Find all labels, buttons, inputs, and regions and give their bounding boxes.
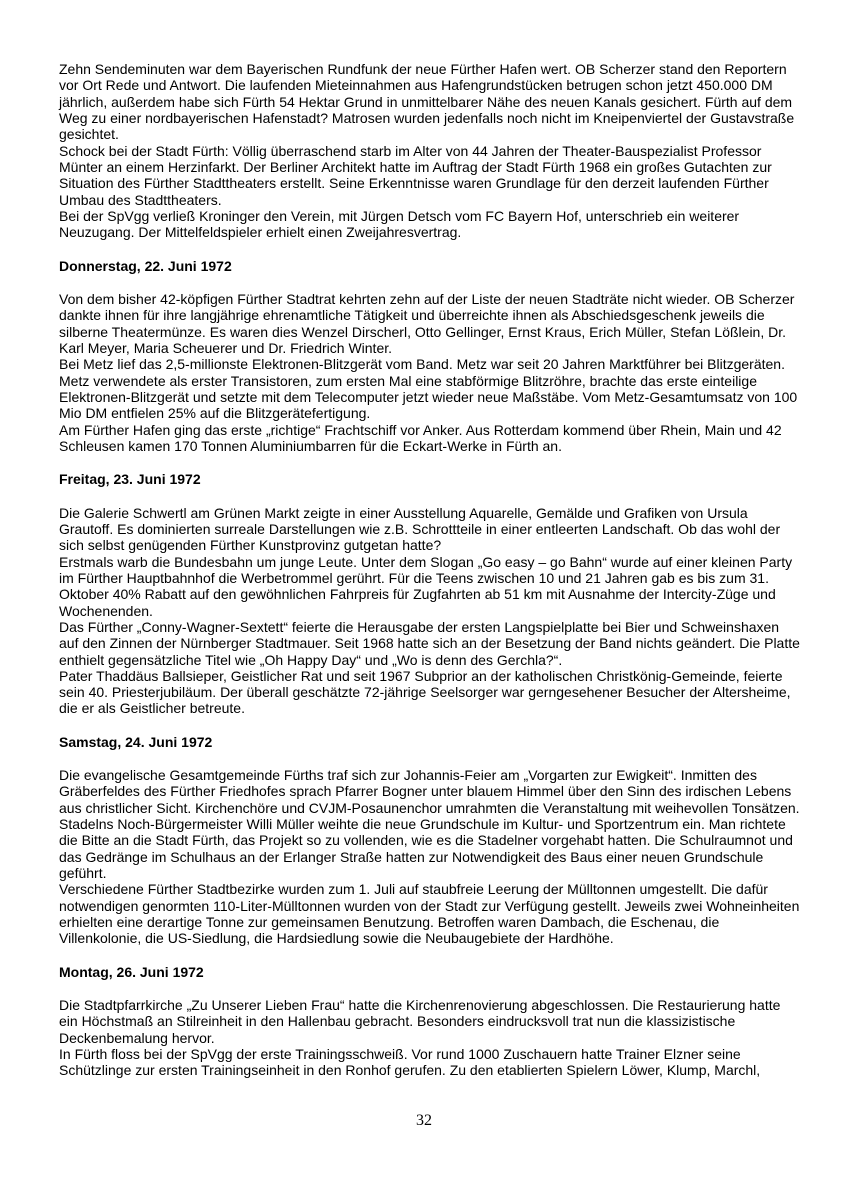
body-paragraph: Von dem bisher 42-köpfigen Fürther Stadtrat kehrten zehn auf der Liste der neuen Stadträte nicht wieder. OB Scherzer dankte ihnen für ihre langjährige ehrenamtliche Tätigkeit und überreichte ihnen als Abschiedsgeschenk jeweils die silberne Theatermünze. Es waren dies Wenzel Dirscherl, Otto Gellinger, Ernst Kraus, Erich Müller, Stefan Lößlein, Dr. Karl Meyer, Maria Scheuerer und Dr. Friedrich Winter. [59, 290, 795, 356]
body-paragraph: Die Galerie Schwertl am Grünen Markt zeigte in einer Ausstellung Aquarelle, Gemälde und Grafiken von Ursula Grautoff. Es dominierten surreale Darstellungen wie z.B. Schrottteile in einer entleerten Landschaft. Ob das wohl der sich selbst genügenden Fürther Kunstprovinz gutgetan hatte? [59, 504, 781, 554]
date-heading: Montag, 26. Juni 1972 [59, 963, 204, 980]
date-heading: Donnerstag, 22. Juni 1972 [59, 257, 232, 274]
body-paragraph: Am Fürther Hafen ging das erste „richtige“ Frachtschiff vor Anker. Aus Rotterdam kommend über Rhein, Main und 42 Schleusen kamen 170 Tonnen Aluminiumbarren für die Eckart-Werke in Fürth an. [59, 421, 782, 454]
date-heading: Freitag, 23. Juni 1972 [59, 471, 201, 488]
body-paragraph: Verschiedene Fürther Stadtbezirke wurden zum 1. Juli auf staubfreie Leerung der Mülltonnen umgestellt. Die dafür notwendigen genormten 110-Liter-Mülltonnen wurden von der Stadt zur Verfügung gestellt. Jeweils zwei Wohneinheiten erhielten eine derartige Tonne zur gemeinsamen Benutzung. Betroffen waren Dambach, die Eschenau, die Villenkolonie, die US-Siedlung, die Hardsiedlung sowie die Neubaugebiete der Hardhöhe. [59, 881, 800, 947]
body-paragraph: Erstmals warb die Bundesbahn um junge Leute. Unter dem Slogan „Go easy – go Bahn“ wurde auf einer kleinen Party im Fürther Hauptbahnhof die Werbetrommel gerührt. Für die Teens zwischen 10 und 21 Jahren gab es bis zum 31. Oktober 40% Rabatt auf den gewöhnlichen Fahrpreis für Zugfahrten ab 51 km mit Ausnahme der Intercity-Züge und Wochenenden. [59, 553, 793, 619]
body-paragraph: Bei Metz lief das 2,5-millionste Elektronen-Blitzgerät vom Band. Metz war seit 20 Jahren Marktführer bei Blitzgeräten. Metz verwendete als erster Transistoren, zum ersten Mal eine stabförmige Blitzröhre, brachte das erste einteilige Elektronen-Blitzgerät und setzte mit dem Telecomputer jetzt wieder neue Maßstäbe. Vom Metz-Gesamtumsatz von 100 Mio DM entfielen 25% auf die Blitzgerätefertigung. [59, 356, 798, 422]
date-heading: Samstag, 24. Juni 1972 [59, 733, 213, 750]
page-number: 32 [416, 1112, 432, 1129]
body-paragraph: Stadelns Noch-Bürgermeister Willi Müller weihte die neue Grundschule im Kultur- und Sportzentrum ein. Man richtete die Bitte an die Stadt Fürth, das Projekt so zu vollenden, wie es die Stadelner vorgehabt hatten. Die Schulraumnot und das Gedränge im Schulhaus an der Erlanger Straße hatten zur Notwendigkeit des Baus einer neuen Grundschule geführt. [59, 816, 793, 882]
body-paragraph: Schock bei der Stadt Fürth: Völlig überraschend starb im Alter von 44 Jahren der Theater-Bauspezialist Professor Münter an einem Herzinfarkt. Der Berliner Architekt hatte im Auftrag der Stadt Fürth 1968 ein großes Gutachten zur Situation des Fürther Stadttheaters erstellt. Seine Erkenntnisse waren Grundlage für den derzeit laufenden Fürther Umbau des Stadttheaters. [59, 142, 772, 208]
body-paragraph: Bei der SpVgg verließ Kroninger den Verein, mit Jürgen Detsch vom FC Bayern Hof, unterschrieb ein weiterer Neuzugang. Der Mittelfeldspieler erhielt einen Zweijahresvertrag. [59, 207, 740, 241]
page-content [59, 61, 801, 1079]
body-paragraph: Die evangelische Gesamtgemeinde Fürths traf sich zur Johannis-Feier am „Vorgarten zur Ewigkeit“. Inmitten des Gräberfeldes des Fürther Friedhofes sprach Pfarrer Bogner unter blauem Himmel über den Sinn des irdischen Lebens aus christlicher Sicht. Kirchenchöre und CVJM-Posaunenchor umrahmten die Veranstaltung mit weihevollen Tonsätzen. [59, 767, 800, 816]
body-paragraph: Pater Thaddäus Ballsieper, Geistlicher Rat und seit 1967 Subprior an der katholischen Christkönig-Gemeinde, feierte sein 40. Priesterjubiläum. Der überall geschätzte 72-jährige Seelsorger war gerngesehener Besucher der Altersheime, die er als Geistlicher betreute. [59, 667, 791, 717]
body-paragraph: In Fürth floss bei der SpVgg der erste Trainingsschweiß. Vor rund 1000 Zuschauern hatte Trainer Elzner seine Schützlinge zur ersten Trainingseinheit in den Ronhof gerufen. Zu den etablierten Spielern Löwer, Klump, Marchl, [59, 1046, 761, 1079]
body-paragraph: Die Stadtpfarrkirche „Zu Unserer Lieben Frau“ hatte die Kirchenrenovierung abgeschlossen. Die Restaurierung hatte ein Höchstmaß an Stilreinheit in den Hallenbau gebracht. Besonders eindrucksvoll trat nun die klassizistische Deckenbemalung hervor. [59, 997, 781, 1046]
body-paragraph: Das Fürther „Conny-Wagner-Sextett“ feierte die Herausgabe der ersten Langspielplatte bei Bier und Schweinshaxen auf den Zinnen der Nürnberger Stadtmauer. Seit 1968 hatte sich an der Besetzung der Band nichts geändert. Die Platte enthielt gegensätzliche Titel wie „Oh Happy Day“ und „Wo is denn des Gerchla?“. [59, 618, 800, 668]
body-paragraph: Zehn Sendeminuten war dem Bayerischen Rundfunk der neue Fürther Hafen wert. OB Scherzer stand den Reportern vor Ort Rede und Antwort. Die laufenden Mieteinnahmen aus Hafengrundstücken betrugen schon jetzt 450.000 DM jährlich, außerdem habe sich Fürth 54 Hektar Grund in unmittelbarer Nähe des neuen Kanals gesichert. Fürth auf dem Weg zu einer nordbayerischen Hafenstadt? Matrosen wurden jedenfalls noch nicht im Kneipenviertel der Gustavstraße gesichtet. [59, 61, 795, 143]
